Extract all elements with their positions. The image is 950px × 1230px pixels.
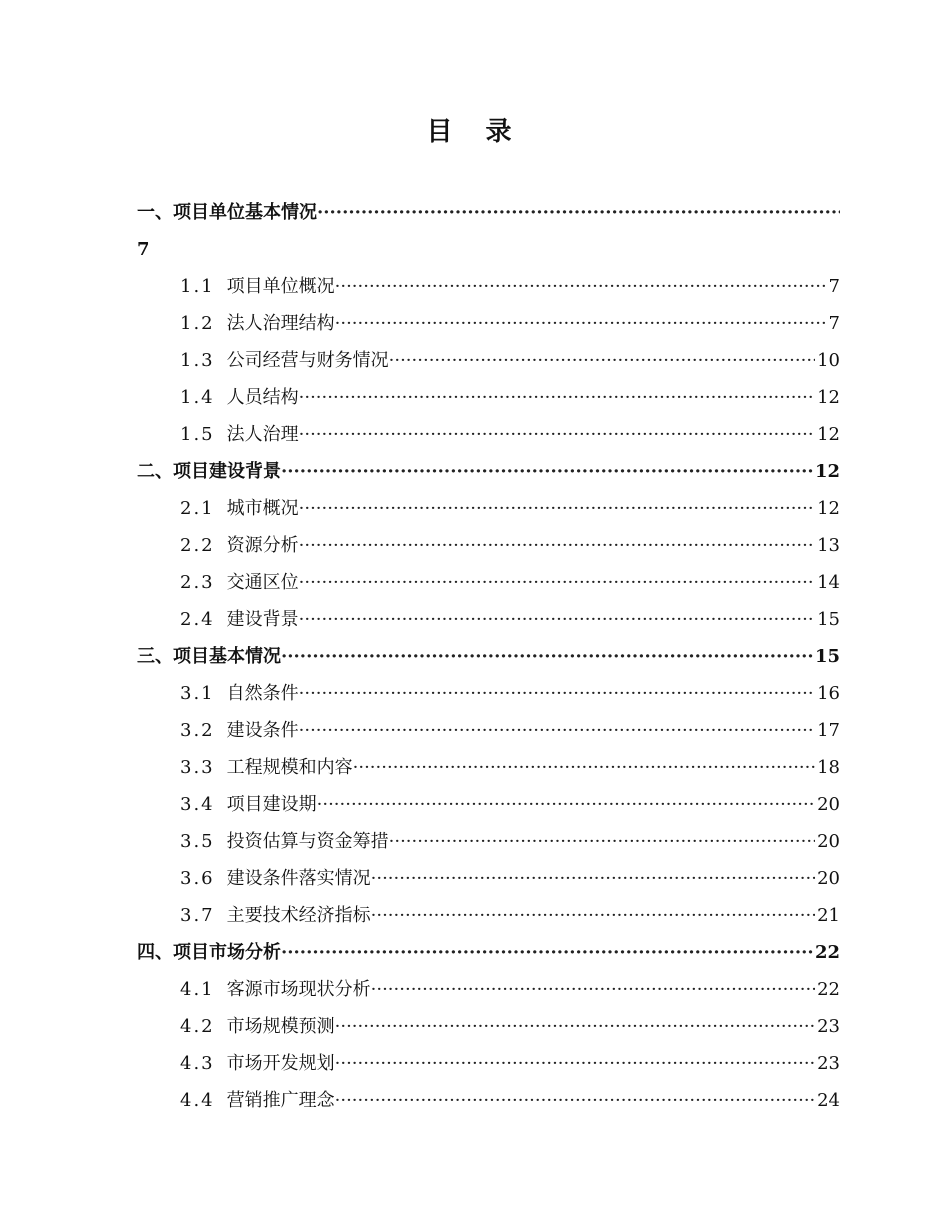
toc-entry-title: 投资估算与资金筹措: [226, 831, 389, 852]
toc-section-entry[interactable]: [137, 601, 840, 638]
toc-section-entry[interactable]: [137, 564, 840, 601]
toc-section-entry[interactable]: [137, 416, 840, 453]
toc-dot-leader: [281, 934, 813, 971]
toc-page-number: 10: [817, 350, 840, 371]
toc-section-number: 2.2: [180, 535, 215, 556]
toc-dot-leader: [299, 527, 815, 564]
toc-page-number: 20: [817, 794, 840, 815]
toc-section-entry[interactable]: [137, 305, 840, 342]
toc-section-number: 3.6: [180, 868, 215, 889]
toc-page-number: 23: [817, 1053, 840, 1074]
toc-section-entry[interactable]: [137, 712, 840, 749]
toc-entry-title: 建设背景: [226, 609, 299, 630]
toc-entry-title: 自然条件: [226, 683, 299, 704]
toc-section-number: 3.5: [180, 831, 215, 852]
toc-entry-title: 项目建设期: [226, 794, 317, 815]
toc-page-number: 17: [817, 720, 840, 741]
toc-section-entry[interactable]: [137, 490, 840, 527]
toc-section-number: 2.3: [180, 572, 215, 593]
toc-section-number: 3.3: [180, 757, 215, 778]
toc-section-number: 1.2: [180, 313, 215, 334]
toc-dot-leader: [299, 601, 815, 638]
toc-entry-title: 城市概况: [226, 498, 299, 519]
toc-section-number: 3.1: [180, 683, 215, 704]
toc-dot-leader: [299, 490, 815, 527]
toc-entry-title: 客源市场现状分析: [226, 979, 371, 1000]
toc-page-number: 22: [814, 942, 840, 963]
toc-section-number: 2.1: [180, 498, 215, 519]
toc-entry-title: 二、项目建设背景: [137, 461, 281, 482]
toc-page-number: 21: [817, 905, 840, 926]
toc-entry-title: 交通区位: [226, 572, 299, 593]
toc-dot-leader: [335, 305, 827, 342]
toc-chapter-entry[interactable]: [137, 934, 840, 971]
toc-section-number: 1.5: [180, 424, 215, 445]
toc-page-number: 20: [817, 868, 840, 889]
toc-section-entry[interactable]: [137, 268, 840, 305]
toc-dot-leader: [371, 860, 815, 897]
toc-section-number: 1.4: [180, 387, 215, 408]
toc-entry-title: 法人治理结构: [226, 313, 335, 334]
toc-entry-title: 法人治理: [226, 424, 299, 445]
toc-dot-leader: [353, 749, 815, 786]
toc-dot-leader: [317, 194, 840, 231]
toc-section-entry[interactable]: [137, 971, 840, 1008]
toc-chapter-entry[interactable]: [137, 638, 840, 675]
toc-page-number: 7: [137, 239, 150, 260]
toc-entry-title: 市场规模预测: [226, 1016, 335, 1037]
toc-entry-title-line: [137, 194, 840, 231]
toc-page-number: 24: [817, 1090, 840, 1111]
toc-entry-title: 资源分析: [226, 535, 299, 556]
toc-page-number: 14: [817, 572, 840, 593]
toc-dot-leader: [281, 453, 813, 490]
toc-section-number: 3.4: [180, 794, 215, 815]
toc-section-entry[interactable]: [137, 1045, 840, 1082]
toc-section-number: 4.2: [180, 1016, 215, 1037]
toc-section-entry[interactable]: [137, 527, 840, 564]
toc-entry-title: 一、项目单位基本情况: [137, 202, 317, 223]
toc-section-entry[interactable]: [137, 786, 840, 823]
toc-section-number: 4.4: [180, 1090, 215, 1111]
toc-section-number: 1.1: [180, 276, 215, 297]
toc-section-number: 4.3: [180, 1053, 215, 1074]
toc-entry-title: 人员结构: [226, 387, 299, 408]
toc-section-entry[interactable]: [137, 675, 840, 712]
toc-section-entry[interactable]: [137, 823, 840, 860]
page-title: 目 录: [426, 117, 524, 147]
toc-dot-leader: [335, 1082, 815, 1119]
toc-entry-title: 市场开发规划: [226, 1053, 335, 1074]
toc-entry-title: 建设条件: [226, 720, 299, 741]
toc-dot-leader: [389, 342, 815, 379]
toc-entry-title: 主要技术经济指标: [226, 905, 371, 926]
toc-entry-title: 建设条件落实情况: [226, 868, 371, 889]
toc-page-number: 7: [828, 313, 840, 334]
toc-page-number: 15: [817, 609, 840, 630]
toc-section-entry[interactable]: [137, 342, 840, 379]
toc-entry-title: 四、项目市场分析: [137, 942, 281, 963]
toc-dot-leader: [335, 1045, 815, 1082]
toc-section-entry[interactable]: [137, 379, 840, 416]
toc-section-number: 2.4: [180, 609, 215, 630]
toc-page-number: 12: [817, 498, 840, 519]
toc-section-entry[interactable]: [137, 1008, 840, 1045]
toc-dot-leader: [299, 379, 815, 416]
toc-page-number: 7: [828, 276, 840, 297]
toc-entry-title: 公司经营与财务情况: [226, 350, 389, 371]
toc-page-number: 12: [817, 424, 840, 445]
toc-dot-leader: [299, 712, 815, 749]
toc-dot-leader: [371, 897, 815, 934]
toc-page-number: 12: [814, 461, 840, 482]
toc-dot-leader: [281, 638, 813, 675]
toc-entry-title: 三、项目基本情况: [137, 646, 281, 667]
toc-entry-title: 项目单位概况: [226, 276, 335, 297]
toc-page-number: 12: [817, 387, 840, 408]
toc-page-number: 18: [817, 757, 840, 778]
toc-page-number: 15: [814, 646, 840, 667]
toc-dot-leader: [299, 416, 815, 453]
toc-section-number: 3.2: [180, 720, 215, 741]
toc-page-number: 20: [817, 831, 840, 852]
toc-dot-leader: [389, 823, 815, 860]
toc-section-entry[interactable]: [137, 860, 840, 897]
toc-dot-leader: [299, 564, 815, 601]
toc-page-number: 16: [817, 683, 840, 704]
toc-page-number: 22: [817, 979, 840, 1000]
toc-entry-title: 工程规模和内容: [226, 757, 353, 778]
toc-page-number: 13: [817, 535, 840, 556]
toc-section-entry[interactable]: [137, 749, 840, 786]
toc-page-number: 23: [817, 1016, 840, 1037]
toc-entry-title: 营销推广理念: [226, 1090, 335, 1111]
toc-dot-leader: [299, 675, 815, 712]
toc-section-entry[interactable]: [137, 897, 840, 934]
toc-chapter-entry[interactable]: [137, 453, 840, 490]
toc-dot-leader: [335, 1008, 815, 1045]
toc-section-number: 3.7: [180, 905, 215, 926]
toc-section-entry[interactable]: [137, 1082, 840, 1119]
table-of-contents: [137, 194, 840, 1119]
toc-dot-leader: [371, 971, 815, 1008]
toc-section-number: 1.3: [180, 350, 215, 371]
toc-section-number: 4.1: [180, 979, 215, 1000]
toc-chapter-entry[interactable]: [137, 194, 840, 268]
toc-dot-leader: [317, 786, 815, 823]
toc-dot-leader: [335, 268, 827, 305]
